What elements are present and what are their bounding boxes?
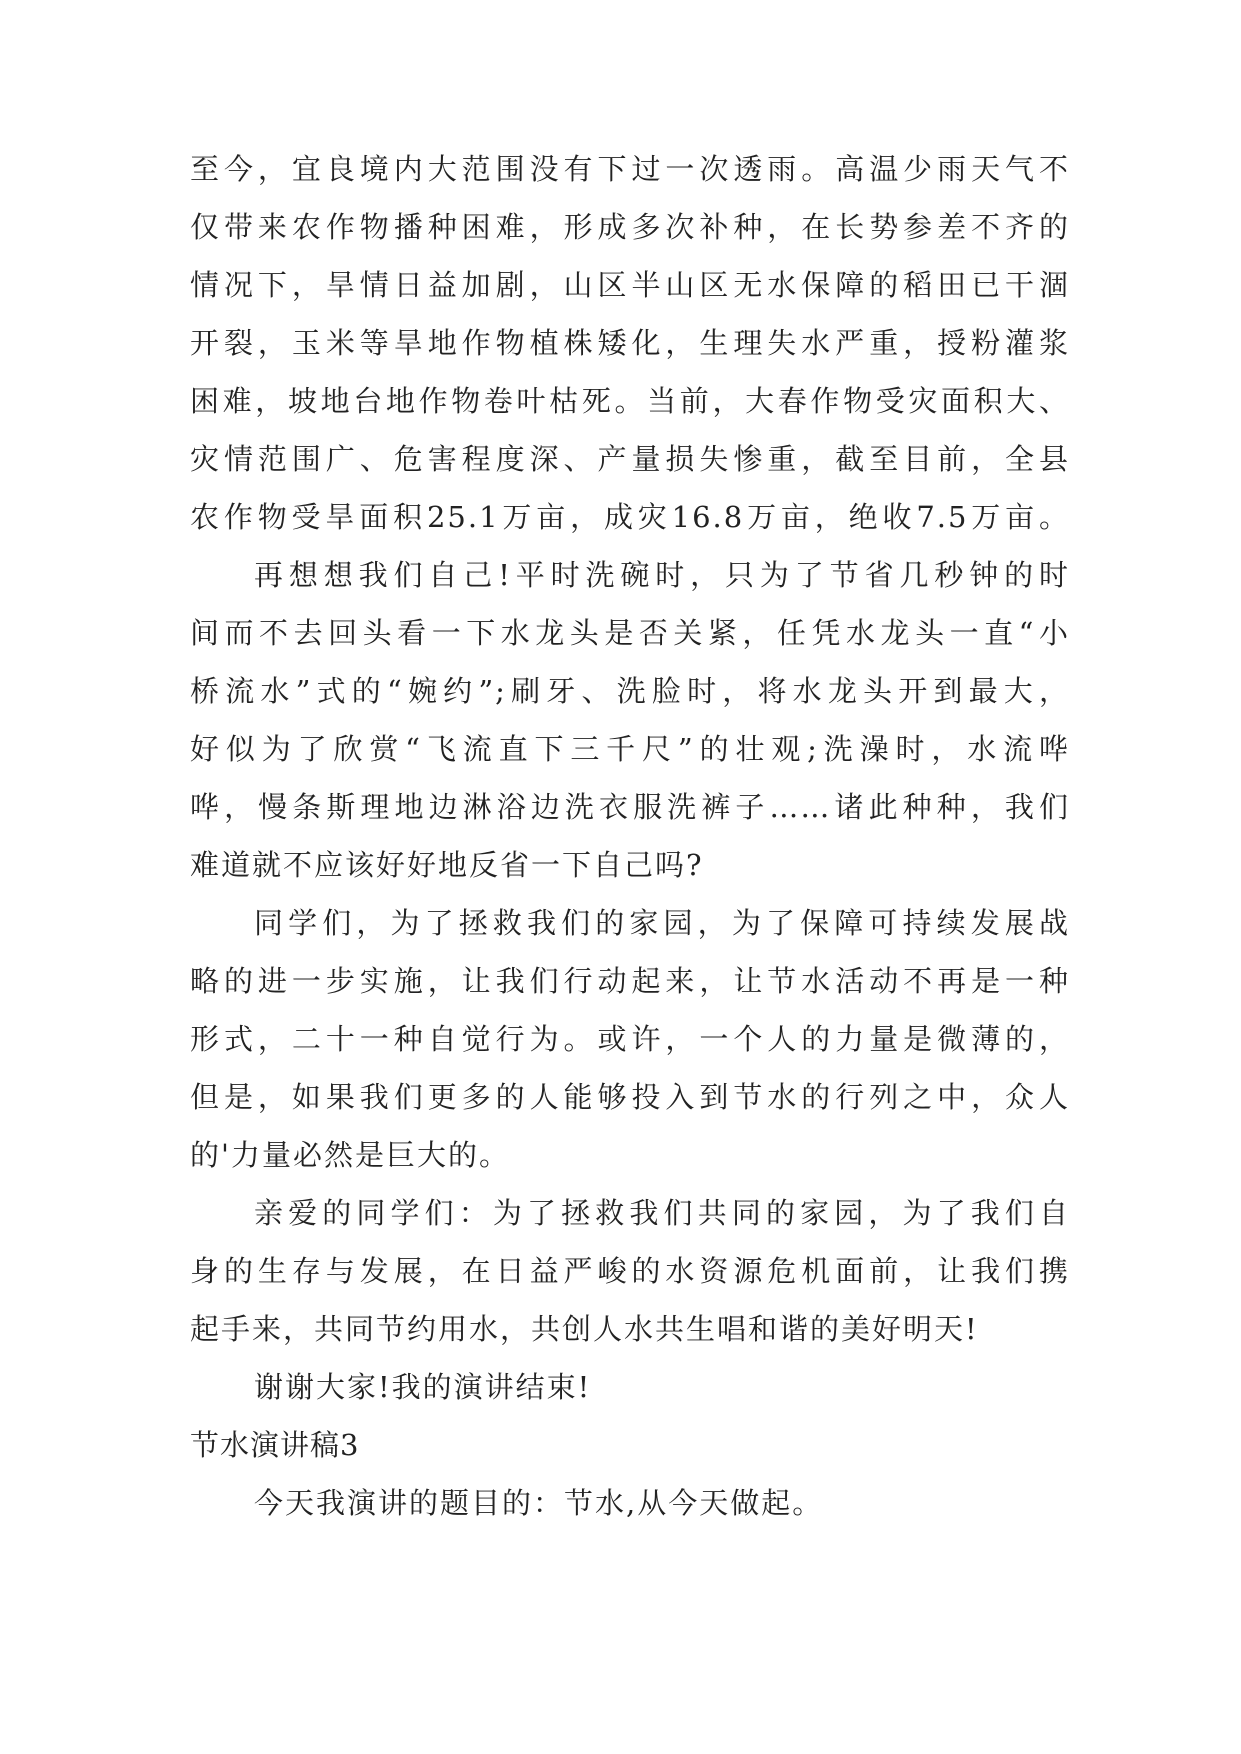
text-line: 开裂，玉米等旱地作物植株矮化，生理失水严重，授粉灌浆 [190,326,1070,360]
text-line: 的'力量必然是巨大的。 [190,1138,510,1172]
text-line: 难道就不应该好好地反省一下自己吗? [190,848,704,882]
paragraph-closing [190,1358,1070,1416]
text-line: 今天我演讲的题目的：节水,从今天做起。 [254,1486,824,1520]
text-line: 桥流水”式的“婉约”;刷牙、洗脸时，将水龙头开到最大， [190,674,1070,708]
text-line: 身的生存与发展，在日益严峻的水资源危机面前，让我们携 [190,1254,1070,1288]
text-line: 再想想我们自己!平时洗碗时，只为了节省几秒钟的时 [254,558,1070,592]
text-line: 亲爱的同学们：为了拯救我们共同的家园，为了我们自 [254,1196,1070,1230]
text-line: 起手来，共同节约用水，共创人水共生唱和谐的美好明天! [190,1312,979,1346]
text-line: 灾情范围广、危害程度深、产量损失惨重，截至目前，全县 [190,442,1070,476]
text-line: 间而不去回头看一下水龙头是否关紧，任凭水龙头一直“小 [190,616,1070,650]
text-line: 农作物受旱面积25.1万亩，成灾16.8万亩，绝收7.5万亩。 [190,500,1070,534]
text-line: 形式，二十一种自觉行为。或许，一个人的力量是微薄的， [190,1022,1070,1056]
text-line: 哗，慢条斯理地边淋浴边洗衣服洗裤子……诸此种种，我们 [190,790,1070,824]
text-line: 至今，宜良境内大范围没有下过一次透雨。高温少雨天气不 [190,152,1070,186]
text-line: 同学们，为了拯救我们的家园，为了保障可持续发展战 [254,906,1070,940]
paragraph-speech-topic [190,1474,1070,1532]
paragraph-classmates-action [190,894,1070,1184]
text-line: 困难，坡地台地作物卷叶枯死。当前，大春作物受灾面积大、 [190,384,1070,418]
paragraph-drought-report [190,140,1070,546]
text-line: 谢谢大家!我的演讲结束! [254,1370,592,1404]
text-line: 但是，如果我们更多的人能够投入到节水的行列之中，众人 [190,1080,1070,1114]
text-line: 好似为了欣赏“飞流直下三千尺”的壮观;洗澡时，水流哗 [190,732,1070,766]
section-title: 节水演讲稿3 [190,1428,360,1462]
text-line: 仅带来农作物播种困难，形成多次补种，在长势参差不齐的 [190,210,1070,244]
text-line: 略的进一步实施，让我们行动起来，让节水活动不再是一种 [190,964,1070,998]
paragraph-reflect-ourselves [190,546,1070,894]
paragraph-dear-classmates [190,1184,1070,1358]
text-line: 情况下，旱情日益加剧，山区半山区无水保障的稻田已干涸 [190,268,1070,302]
